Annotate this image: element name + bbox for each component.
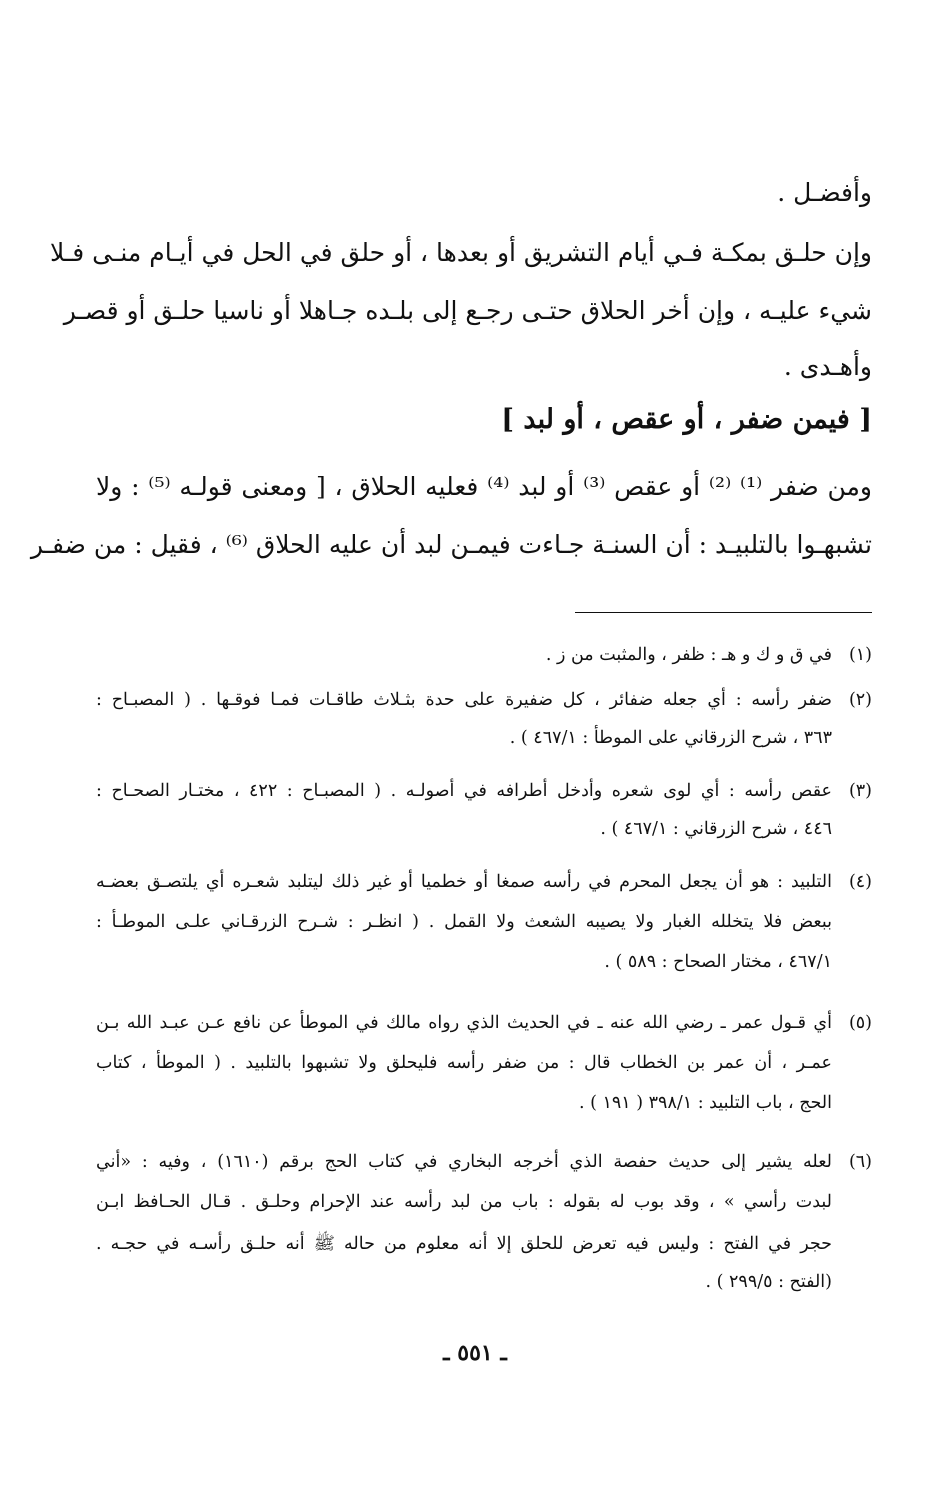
text-line: تشبهـوا بالتلبيـد : أن السنـة جـاءت فيمـن لبد أن عليه الحلاق ⁽⁶⁾ ، فقيل : من ضفـر <box>30 530 872 559</box>
footnote-line: حجر في الفتح : وليس فيه تعرض للحلق إلا أنه معلوم من حاله ﷺ أنه حلـق رأسـه في حجـه . <box>96 1234 832 1254</box>
footnote-4 <box>96 872 872 972</box>
footnote-line: التلبيد : هو أن يجعل المحرم في رأسه صمغا أو خطميا أو غير ذلك ليتلبد شعـره أي يلتصـق بعضـه <box>96 872 832 892</box>
footnote-line: عمـر ، أن عمر بن الخطاب قال : من ضفر رأسه فليحلق ولا تشبهوا بالتلبيد . ( الموطأ ، كتاب <box>96 1053 832 1073</box>
page-number: ـ ٥٥١ ـ <box>443 1340 507 1366</box>
footnote-number: (١) <box>848 645 872 665</box>
footnote-line: لعله يشير إلى حديث حفصة الذي أخرجه البخاري في كتاب الحج برقم (١٦١٠) ، وفيه : «أني <box>96 1152 832 1172</box>
footnote-separator <box>575 612 872 613</box>
footnote-6 <box>96 1152 872 1292</box>
footnote-line: الحج ، باب التلبيد : ٣٩٨/١ ( ١٩١ ) . <box>578 1093 832 1113</box>
footnote-line: ٤٦٧/١ ، مختار الصحاح : ٥٨٩ ) . <box>604 952 832 972</box>
paragraph-braiding <box>30 472 872 559</box>
footnote-number: (٤) <box>848 872 872 892</box>
text-line: وأهـدى . <box>783 352 872 381</box>
footnote-3 <box>96 781 872 839</box>
footnote-number: (٥) <box>848 1013 872 1033</box>
footnote-line: ضفر رأسه : أي جعله ضفائر ، كل ضفيرة على حدة بثـلاث طاقـات فمـا فوقـها . ( المصبـاح : <box>96 690 832 710</box>
footnote-number: (٦) <box>848 1152 872 1172</box>
footnote-line: أي قـول عمر ـ رضي الله عنه ـ في الحديث الذي رواه مالك في الموطأ عن نافع عـن عبـد الله بـن <box>96 1013 832 1033</box>
footnote-line: لبدت رأسي » ، وقد بوب له بقوله : باب من لبد رأسه عند الإحرام وحلـق . قـال الحـافظ ابـن <box>96 1192 832 1212</box>
footnote-2 <box>96 690 872 748</box>
closing-line <box>96 180 872 205</box>
footnote-1 <box>96 645 872 665</box>
footnote-line: عقص رأسه : أي لوى شعره وأدخل أطرافه في أصولـه . ( المصبـاح : ٤٢٢ ، مختـار الصحـاح : <box>96 781 832 801</box>
footnote-line: (الفتح : ٢٩٩/٥ ) . <box>705 1272 832 1292</box>
text-line: ومن ضفر ⁽¹⁾ ⁽²⁾ أو عقص ⁽³⁾ أو لبد ⁽⁴⁾ فعليه الحلاق ، [ ومعنى قولـه ⁽⁵⁾ : ولا <box>96 472 872 501</box>
text-line: وإن حلـق بمكـة فـي أيام التشريق أو بعدها ، أو حلق في الحل في أيـام منـى فـلا <box>50 238 872 267</box>
section-heading: [ فيمن ضفر ، أو عقص ، أو لبد ] <box>501 404 872 435</box>
footnote-number: (٣) <box>848 781 872 801</box>
footnote-number: (٢) <box>848 690 872 710</box>
footnote-line: في ق و ك و هـ : ظفر ، والمثبت من ز . <box>545 645 832 665</box>
footnote-line: ٤٤٦ ، شرح الزرقاني : ٤٦٧/١ ) . <box>600 819 832 839</box>
footnote-5 <box>96 1013 872 1113</box>
footnote-line: ٣٦٣ ، شرح الزرقاني على الموطأ : ٤٦٧/١ ) . <box>509 728 832 748</box>
text-line: وأفضـل . <box>777 178 872 207</box>
footnote-line: ببعض فلا يتخلله الغبار ولا يصيبه الشعث ولا القمل . ( انظـر : شـرح الزرقـاني علـى الموطـأ : <box>96 912 832 932</box>
text-line: شيء عليـه ، وإن أخر الحلاق حتـى رجـع إلى بلـده جـاهلا أو ناسيا حلـق أو قصـر <box>63 296 872 325</box>
paragraph-shaving-rules <box>50 238 872 381</box>
